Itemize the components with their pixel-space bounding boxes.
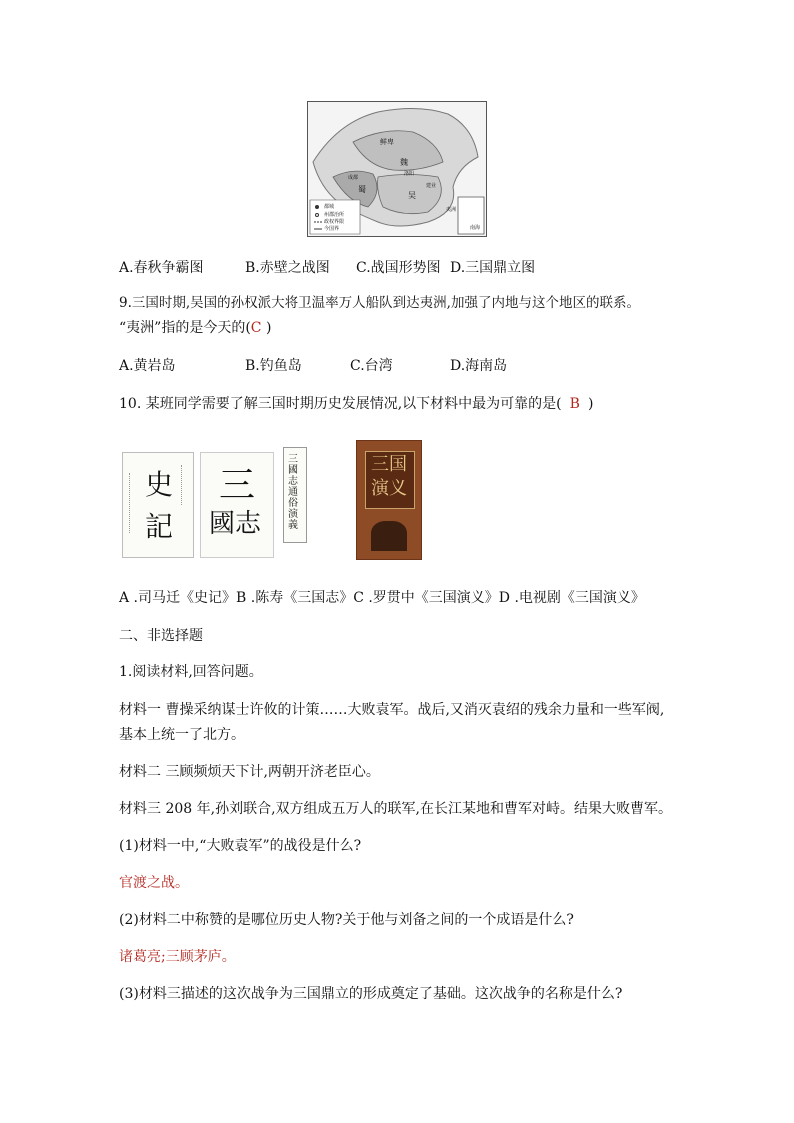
shiji-small-text	[129, 473, 138, 533]
sanguozhi-title-char1: 三	[219, 465, 256, 506]
map-label-wu: 吴	[408, 191, 416, 200]
q10-answer: B	[569, 396, 580, 412]
shiji-book-image	[122, 452, 194, 558]
q9-question-line1: 9.三国时期,吴国的孙权派大将卫温率万人船队到达夷洲,加强了内地与这个地区的联系。	[119, 295, 640, 311]
q10-options: A .司马迁《史记》B .陈寿《三国志》C .罗贯中《三国演义》D .电视剧《三国演义》	[119, 590, 645, 606]
answer-1: 官渡之战。	[119, 875, 189, 891]
map-label-wei: 魏	[400, 158, 408, 167]
q8-option-a: A.春秋争霸图	[119, 260, 204, 276]
map-label-luoyang: 洛阳	[404, 171, 415, 177]
q9-suffix: )	[261, 320, 272, 336]
reading-question-title: 1.阅读材料,回答问题。	[119, 664, 263, 680]
q9-option-b: B.钓鱼岛	[245, 358, 302, 374]
yanyi-book-image	[283, 447, 307, 543]
shiji-side-text	[181, 465, 188, 505]
answer-2: 诸葛亮;三顾茅庐。	[119, 949, 236, 965]
map-legend-capital: 都城	[324, 204, 335, 210]
map-label-xianbei: 鲜卑	[380, 138, 394, 146]
sanguozhi-title-char2: 國志	[209, 509, 262, 539]
sanguozhi-book-image	[200, 452, 274, 558]
sub-question-1: (1)材料一中,“大败袁军”的战役是什么?	[119, 838, 362, 854]
material-one-line1: 材料一 曹操采纳谋士许攸的计策……大败袁军。战后,又消灭袁绍的残余力量和一些军阀,	[119, 702, 665, 718]
map-label-jianye: 建业	[426, 183, 437, 189]
q9-answer: C	[250, 320, 262, 336]
q9-option-c: C.台湾	[350, 358, 393, 374]
three-kingdoms-map-image	[307, 101, 487, 237]
q10-suffix: )	[587, 396, 594, 412]
section-heading: 二、非选择题	[119, 628, 203, 644]
material-three: 材料三 208 年,孙刘联合,双方组成五万人的联军,在长江某地和曹军对峙。结果大败曹军。	[119, 801, 672, 817]
yanyi-title: 三國志通俗演義	[288, 454, 298, 531]
q8-option-c: C.战国形势图	[356, 260, 441, 276]
material-two: 材料二 三顾频烦天下计,两朝开济老臣心。	[119, 764, 380, 780]
map-legend-prefecture: 州郡治所	[324, 212, 345, 218]
sub-question-2: (2)材料二中称赞的是哪位历史人物?关于他与刘备之间的一个成语是什么?	[119, 912, 574, 928]
q10-prefix: 10. 某班同学需要了解三国时期历史发展情况,以下材料中最为可靠的是(	[119, 396, 562, 412]
q10-question	[119, 394, 593, 414]
q9-option-a: A.黄岩岛	[119, 358, 176, 374]
sub-question-3: (3)材料三描述的这次战争为三国鼎立的形成奠定了基础。这次战争的名称是什么?	[119, 986, 623, 1002]
tv-series-cover-image	[356, 440, 422, 560]
map-label-chengdu: 成都	[348, 175, 359, 181]
map-label-shu: 蜀	[358, 185, 366, 194]
shiji-title-char1: 史	[145, 468, 174, 501]
material-one-line2: 基本上统一了北方。	[119, 727, 245, 743]
map-legend-border: 政权界限	[324, 219, 345, 225]
q9-option-d: D.海南岛	[450, 358, 508, 374]
q9-prefix: “夷洲”指的是今天的(	[119, 320, 251, 336]
tv-cover-title: 三国演义	[371, 454, 407, 499]
tv-cover-horseman	[371, 521, 407, 551]
q8-option-d: D.三国鼎立图	[450, 260, 536, 276]
map-label-yizhou: 夷洲	[446, 207, 457, 213]
map-label-nanhai: 南海	[470, 225, 481, 231]
shiji-title-char2: 記	[145, 510, 174, 543]
map-legend-modern-border: 今国界	[324, 226, 340, 232]
q9-question-line2	[119, 318, 271, 338]
q8-option-b: B.赤壁之战图	[245, 260, 330, 276]
